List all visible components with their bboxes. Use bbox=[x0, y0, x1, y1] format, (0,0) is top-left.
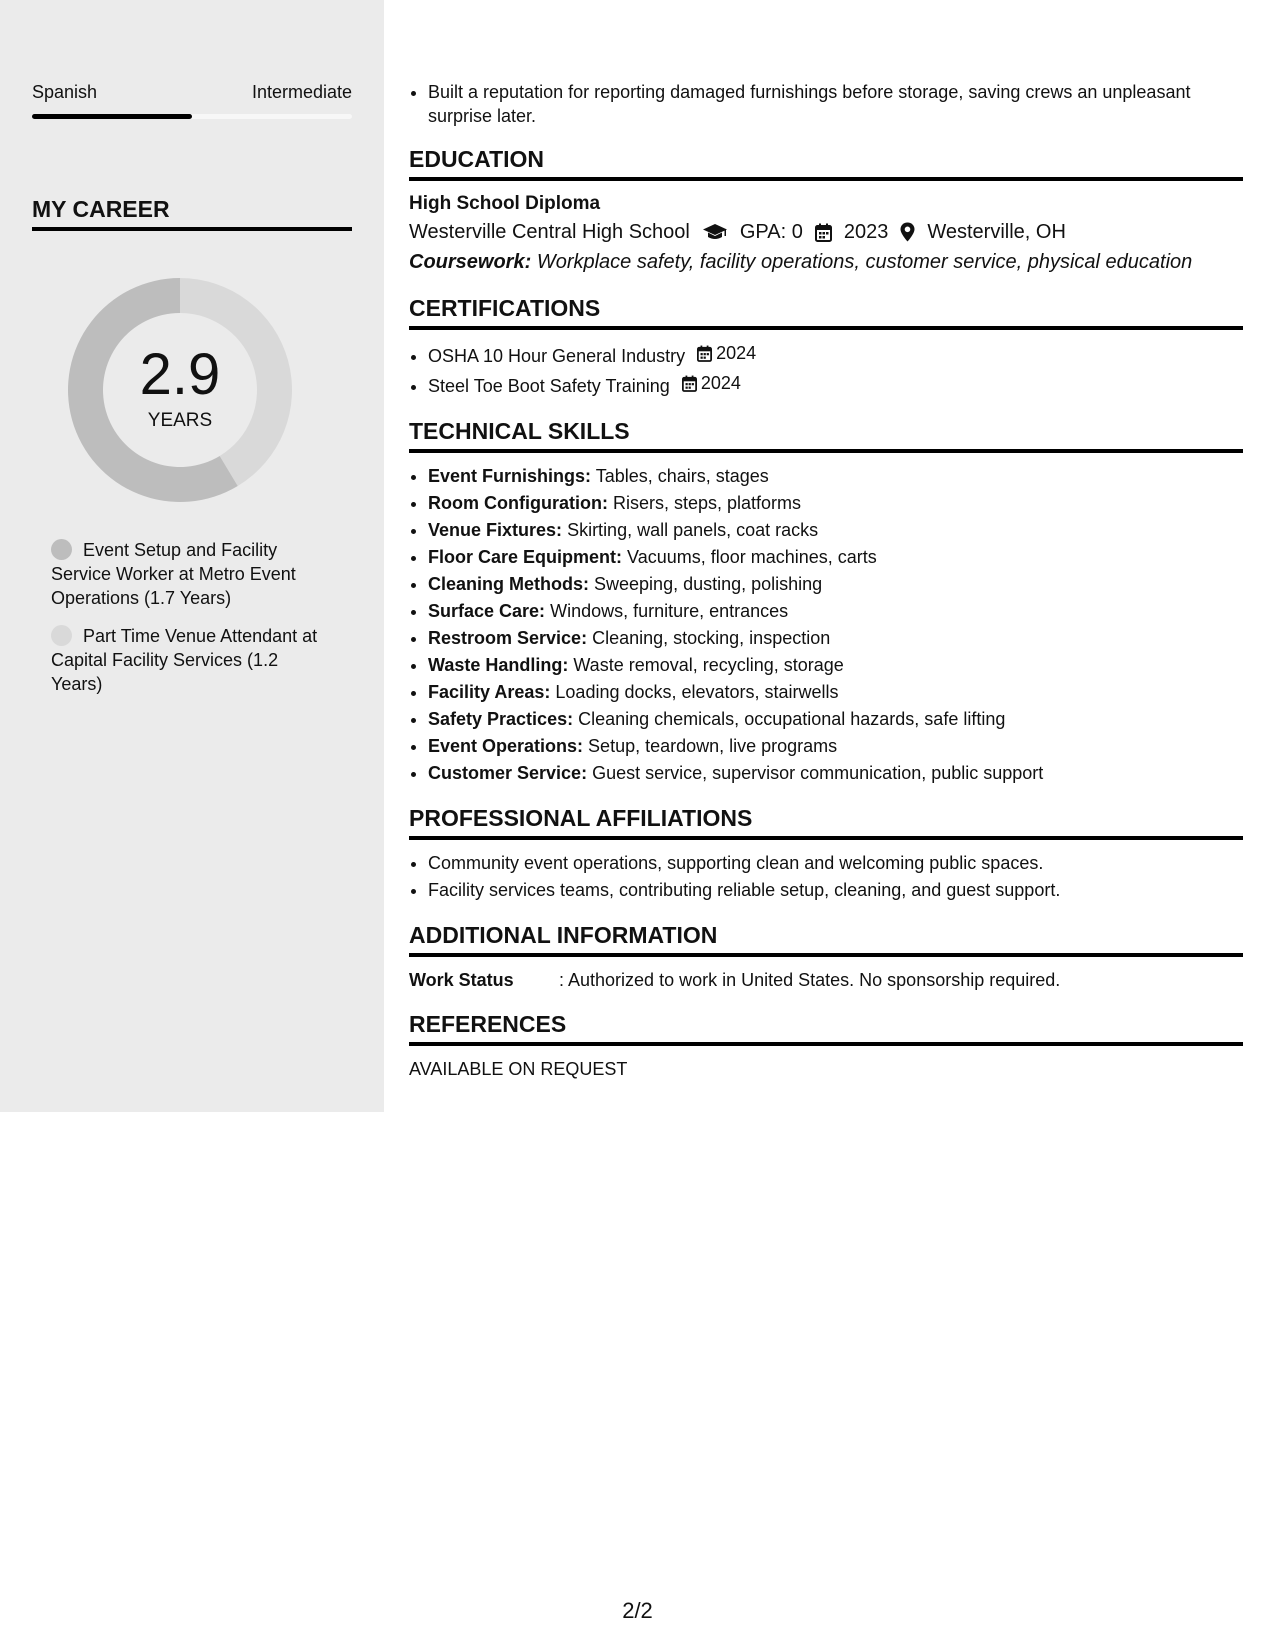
skill-label: Facility Areas: bbox=[428, 682, 551, 702]
skill-value: Setup, teardown, live programs bbox=[588, 736, 838, 756]
skill-label: Cleaning Methods: bbox=[428, 574, 589, 594]
skill-value: Vacuums, floor machines, carts bbox=[627, 547, 877, 567]
coursework-value: Workplace safety, facility operations, customer service, physical education bbox=[536, 251, 1193, 273]
language-row bbox=[32, 82, 352, 103]
sidebar bbox=[0, 0, 384, 1112]
skill-item bbox=[428, 544, 1243, 571]
language-level: Intermediate bbox=[251, 82, 352, 102]
certification-year: 2024 bbox=[700, 373, 741, 393]
skill-item bbox=[428, 490, 1243, 517]
affiliation-item: • Facility services teams, contributing reliable setup, cleaning, and guest support. bbox=[428, 877, 1243, 904]
work-status-value: : Authorized to work in United States. No sponsorship required. bbox=[559, 970, 1061, 990]
skills-heading: TECHNICAL SKILLS bbox=[409, 418, 1243, 453]
skill-value: Waste removal, recycling, storage bbox=[573, 655, 844, 675]
career-legend bbox=[51, 538, 321, 710]
skill-label: Safety Practices: bbox=[428, 709, 574, 729]
experience-bullet: • Built a reputation for reporting damaged furnishings before storage, saving crews an unpleasant surprise later. bbox=[428, 80, 1243, 128]
education-year: 2023 bbox=[843, 221, 889, 243]
affiliations-list bbox=[409, 850, 1243, 904]
language-name: Spanish bbox=[32, 82, 98, 102]
skill-item bbox=[428, 652, 1243, 679]
calendar-icon bbox=[697, 345, 712, 362]
skill-value: Loading docks, elevators, stairwells bbox=[555, 682, 839, 702]
skill-label: Restroom Service: bbox=[428, 628, 588, 648]
career-total-years: 2.9 bbox=[139, 342, 221, 407]
work-status-row bbox=[409, 967, 1243, 993]
skill-item bbox=[428, 706, 1243, 733]
certifications-heading: CERTIFICATIONS bbox=[409, 295, 1243, 330]
skill-label: Room Configuration: bbox=[428, 493, 608, 513]
certification-date bbox=[682, 370, 741, 397]
skill-value: Guest service, supervisor communication, public support bbox=[592, 763, 1044, 783]
page-number: 2/2 bbox=[622, 1598, 653, 1623]
skill-item bbox=[428, 679, 1243, 706]
affiliations-heading: PROFESSIONAL AFFILIATIONS bbox=[409, 805, 1243, 840]
certification-name: OSHA 10 Hour General Industry bbox=[428, 346, 686, 366]
career-donut-chart bbox=[64, 274, 296, 506]
skill-value: Sweeping, dusting, polishing bbox=[594, 574, 823, 594]
calendar-icon bbox=[815, 223, 832, 242]
skill-item bbox=[428, 517, 1243, 544]
education-coursework bbox=[409, 247, 1243, 277]
career-legend-item bbox=[51, 538, 321, 610]
language-proficiency-fill bbox=[32, 114, 192, 119]
skill-value: Risers, steps, platforms bbox=[612, 493, 802, 513]
career-total-unit: YEARS bbox=[147, 410, 213, 431]
location-pin-icon bbox=[900, 222, 915, 242]
language-proficiency-bar bbox=[32, 114, 352, 119]
career-legend-label: Part Time Venue Attendant at Capital Facility Services (1.2 Years) bbox=[51, 626, 318, 694]
skill-value: Cleaning, stocking, inspection bbox=[592, 628, 831, 648]
education-heading: EDUCATION bbox=[409, 146, 1243, 181]
career-legend-item bbox=[51, 624, 321, 696]
education-location: Westerville, OH bbox=[927, 221, 1066, 243]
skill-item bbox=[428, 733, 1243, 760]
skill-value: Cleaning chemicals, occupational hazards, safe lifting bbox=[578, 709, 1006, 729]
graduation-cap-icon bbox=[702, 223, 728, 241]
legend-dot-icon bbox=[51, 539, 72, 560]
skill-item bbox=[428, 571, 1243, 598]
coursework-label: Coursework: bbox=[409, 251, 532, 273]
skill-label: Event Furnishings: bbox=[428, 466, 592, 486]
skill-value: Skirting, wall panels, coat racks bbox=[567, 520, 819, 540]
certification-name: Steel Toe Boot Safety Training bbox=[428, 376, 670, 396]
skill-label: Surface Care: bbox=[428, 601, 546, 621]
education-school: Westerville Central High School bbox=[409, 221, 690, 243]
career-heading: MY CAREER bbox=[32, 196, 352, 231]
skill-label: Venue Fixtures: bbox=[428, 520, 563, 540]
certification-year: 2024 bbox=[716, 343, 757, 363]
main-content bbox=[409, 80, 1243, 1082]
skill-value: Windows, furniture, entrances bbox=[550, 601, 789, 621]
education-details bbox=[409, 217, 1243, 247]
references-heading: REFERENCES bbox=[409, 1011, 1243, 1046]
skill-item bbox=[428, 625, 1243, 652]
certifications-list bbox=[409, 340, 1243, 400]
education-gpa: GPA: 0 bbox=[739, 221, 803, 243]
legend-dot-icon bbox=[51, 625, 72, 646]
affiliation-item: • Community event operations, supporting clean and welcoming public spaces. bbox=[428, 850, 1243, 877]
certification-item bbox=[428, 340, 1243, 370]
skill-label: Customer Service: bbox=[428, 763, 588, 783]
skill-label: Event Operations: bbox=[428, 736, 584, 756]
skill-label: Floor Care Equipment: bbox=[428, 547, 623, 567]
skill-item bbox=[428, 463, 1243, 490]
skill-item bbox=[428, 598, 1243, 625]
skill-label: Waste Handling: bbox=[428, 655, 569, 675]
certification-item bbox=[428, 370, 1243, 400]
skill-value: Tables, chairs, stages bbox=[595, 466, 769, 486]
additional-info-heading: ADDITIONAL INFORMATION bbox=[409, 922, 1243, 957]
skills-list bbox=[409, 463, 1243, 787]
work-status-label: Work Status bbox=[409, 970, 514, 990]
references-text: AVAILABLE ON REQUEST bbox=[409, 1059, 628, 1079]
skill-item bbox=[428, 760, 1243, 787]
certification-date bbox=[697, 340, 756, 367]
calendar-icon bbox=[682, 375, 697, 392]
career-legend-label: Event Setup and Facility Service Worker at Metro Event Operations (1.7 Years) bbox=[51, 540, 296, 608]
education-degree: High School Diploma bbox=[409, 193, 601, 214]
experience-bullets bbox=[409, 80, 1243, 128]
